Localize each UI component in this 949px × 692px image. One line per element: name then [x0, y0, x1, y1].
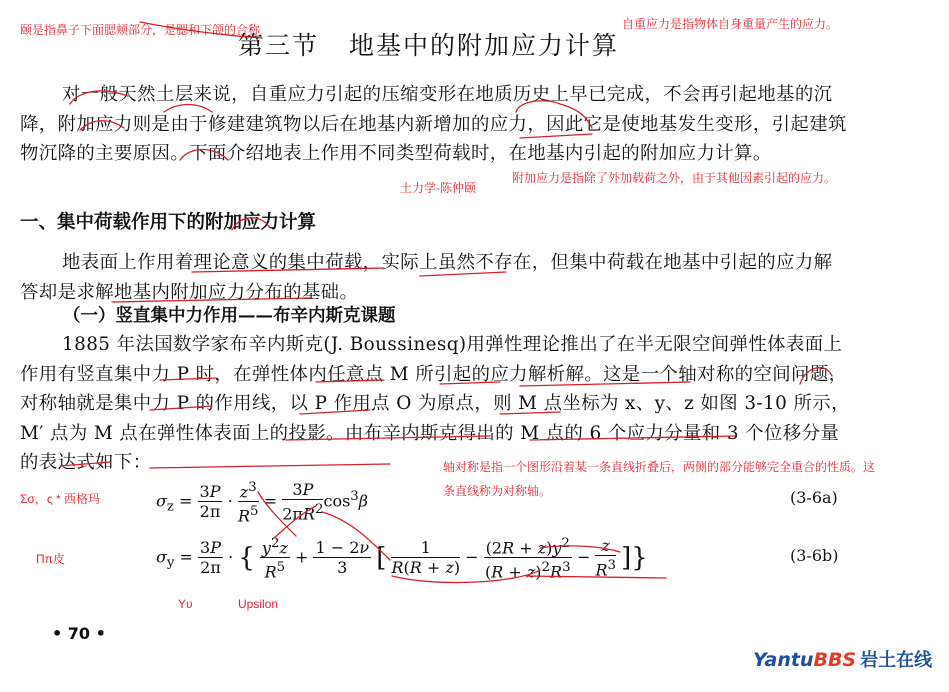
- note-upsilon-name: Upsilon: [238, 597, 279, 611]
- page-number: • 70 •: [52, 624, 106, 643]
- yantubbs-logo: YantuBBS 岩土在线: [753, 649, 933, 671]
- section-number: 第三节: [238, 31, 320, 60]
- heading-concentrated-load: 一、集中荷载作用下的附加应力计算: [20, 212, 317, 233]
- note-axis-symmetry: 轴对称是指一个图形沿着某一条直线折叠后，两侧的部分能够完全重合的性质。这条直线称为对称轴。: [443, 460, 876, 498]
- paragraph-intro: 对一般天然土层来说，自重应力引起的压缩变形在地质历史上早已完成，不会再引起地基的沉降，附加应力则是由于修建建筑物以后在地基内新增加的应力，因此它是使地基发生变形，引起建筑物沉降的主要原因。下面介绍地表上作用不同类型荷载时，在地基内引起的附加应力计算。: [20, 84, 847, 164]
- heading-boussinesq: （一）竖直集中力作用——布辛内斯克课题: [63, 306, 396, 326]
- note-sigma: Σσ，ς * 西格玛: [20, 492, 100, 506]
- equation-sigma-z: $\sigma_z$ = $\frac{3P}{2\pi}$ · $\frac{z^3}{R^5}$ = $\frac{3P}{2\pi R^2}$ $\cos^3\beta$: [156, 480, 369, 526]
- note-pi: Ππ皮: [36, 552, 65, 566]
- note-cheek-definition: 颐是指鼻子下面腮颊部分，是腮和下颌的合称: [20, 23, 261, 37]
- note-upsilon-symbol: Υυ: [178, 597, 193, 611]
- page-title: [238, 26, 619, 62]
- section-title: 地基中的附加应力计算: [349, 31, 620, 60]
- note-additional-stress: 附加应力是指除了外加载荷之外，由于其他因素引起的应力。: [512, 171, 837, 185]
- paragraph-boussinesq: 1885 年法国数学家布辛内斯克(J. Boussinesq)用弹性理论推出了在半无限空间弹性体表面上作用有竖直集中力 P 时，在弹性体内任意点 M 所引起的应力解析解。这是一个轴对称的空间问题，对称轴就是集中力 P 的作用线，以 P 作用点 O 为原点，则 M 点坐标为 x、y、z 如图 3-10 所示，M′ 点为 M 点在弹性体表面上的投影。由布辛内斯克得出的 M 点的 6 个应力分量和 3 个位移分量的表达式如下：: [20, 334, 850, 473]
- note-author: 土力学-陈仲颐: [400, 181, 476, 195]
- equation-label-3-6a: (3-6a): [790, 488, 838, 507]
- equation-sigma-y: $\sigma_y$ = $\frac{3P}{2\pi}$ · { $\frac{y^2z}{R^5}$ + $\frac{1 - 2\nu}{3}$ [ $\frac{1}{R(R + z)}$ − $\frac{(2R + z)y^2}{(R + z)^2R^3}$ − $\frac{z}{R^3}$ ]}: [156, 536, 648, 582]
- equation-label-3-6b: (3-6b): [790, 546, 839, 565]
- note-self-weight-stress: 自重应力是指物体自身重量产生的应力。: [622, 17, 839, 31]
- paragraph-concentrated-load: 地表面上作用着理论意义的集中荷载，实际上虽然不存在，但集中荷载在地基中引起的应力解答却是求解地基内附加应力分布的基础。: [20, 252, 833, 303]
